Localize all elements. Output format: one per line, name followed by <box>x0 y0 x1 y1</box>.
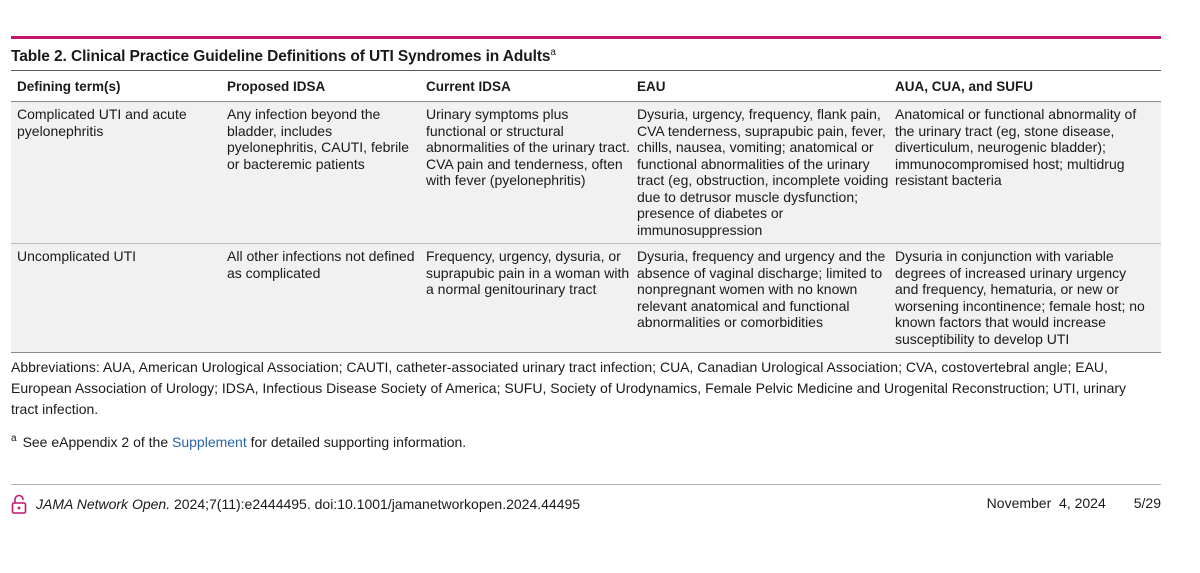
journal-name: JAMA Network Open. <box>36 496 171 512</box>
footer-citation <box>11 494 580 514</box>
open-lock-icon <box>11 494 27 514</box>
title-footnote-marker: a <box>550 46 556 58</box>
cell-proposed-idsa: Any infection beyond the bladder, includes pyelonephritis, CAUTI, febrile or bacteremic patients <box>227 106 410 172</box>
table-row <box>11 243 1161 352</box>
document-page <box>11 36 1161 512</box>
cell-aua-cua-sufu: Anatomical or functional abnormality of the urinary tract (eg, stone disease, diverticulum, neurogenic bladder); immunocompromised host; multidrug resistant bacteria <box>895 106 1137 188</box>
top-accent-rule <box>11 36 1161 39</box>
column-header-current-idsa: Current IDSA <box>426 78 511 94</box>
cell-eau: Dysuria, urgency, frequency, flank pain, CVA tenderness, suprapubic pain, fever, chills, nausea, vomiting; anatomical or functional abnormalities of the urinary tract (eg, obstruction, incomplete voiding due to detrusor muscle dysfunction; presence of diabetes or immunosuppression <box>637 106 889 238</box>
abbreviations-note: Abbreviations: AUA, American Urological Association; CAUTI, catheter-associated urinary tract infection; CUA, Canadian Urological Association; CVA, costovertebral angle; EAU, European Association of Urology; IDSA, Infectious Disease Society of America; SUFU, Society of Urodynamics, Female Pelvic Medicine and Urogenital Reconstruction; UTI, urinary tract infection. <box>11 359 1127 417</box>
cell-eau: Dysuria, frequency and urgency and the absence of vaginal discharge; limited to nonpregnant women with no known relevant anatomical and functional abnormalities or comorbidities <box>637 248 886 330</box>
page-number: 5/29 <box>1133 495 1161 511</box>
supplement-link[interactable]: Supplement <box>172 434 247 450</box>
cell-defining-term: Uncomplicated UTI <box>17 248 137 264</box>
page-footer <box>11 484 1161 519</box>
cell-current-idsa: Urinary symptoms plus functional or structural abnormalities of the urinary tract. CVA pain and tenderness, often with fever (pyelonephritis) <box>426 106 630 188</box>
table-title: Table 2. Clinical Practice Guideline Definitions of UTI Syndromes in Adults$^a$ <box>11 46 556 65</box>
footnote-text-after: for detailed supporting information. <box>246 434 467 450</box>
table-footnote <box>11 432 1161 452</box>
column-header-defining-terms: Defining term(s) <box>17 78 121 94</box>
citation-text: 2024;7(11):e2444495. doi:10.1001/jamanetworkopen.2024.44495 <box>170 496 581 512</box>
table-header-row <box>11 71 1161 102</box>
table-row <box>11 102 1161 243</box>
cell-aua-cua-sufu: Dysuria in conjunction with variable degrees of increased urinary urgency and frequency, hematuria, or new or worsening incontinence; female host; no known factors that would increase susceptibility to develop UTI <box>895 248 1145 347</box>
publication-date: November 4, 2024 <box>986 495 1106 511</box>
guideline-table <box>11 70 1161 353</box>
footnote-text-before: See eAppendix 2 of the <box>22 434 173 450</box>
column-header-proposed-idsa: Proposed IDSA <box>227 78 326 94</box>
column-header-eau: EAU <box>637 78 666 94</box>
cell-proposed-idsa: All other infections not defined as complicated <box>227 248 415 281</box>
footnote-marker: a <box>11 433 17 445</box>
cell-defining-term: Complicated UTI and acute pyelonephritis <box>17 106 187 139</box>
footer-meta <box>987 495 1161 511</box>
cell-current-idsa: Frequency, urgency, dysuria, or suprapubic pain in a woman with a normal genitourinary tract <box>426 248 630 297</box>
column-header-aua-cua-sufu: AUA, CUA, and SUFU <box>895 78 1033 94</box>
